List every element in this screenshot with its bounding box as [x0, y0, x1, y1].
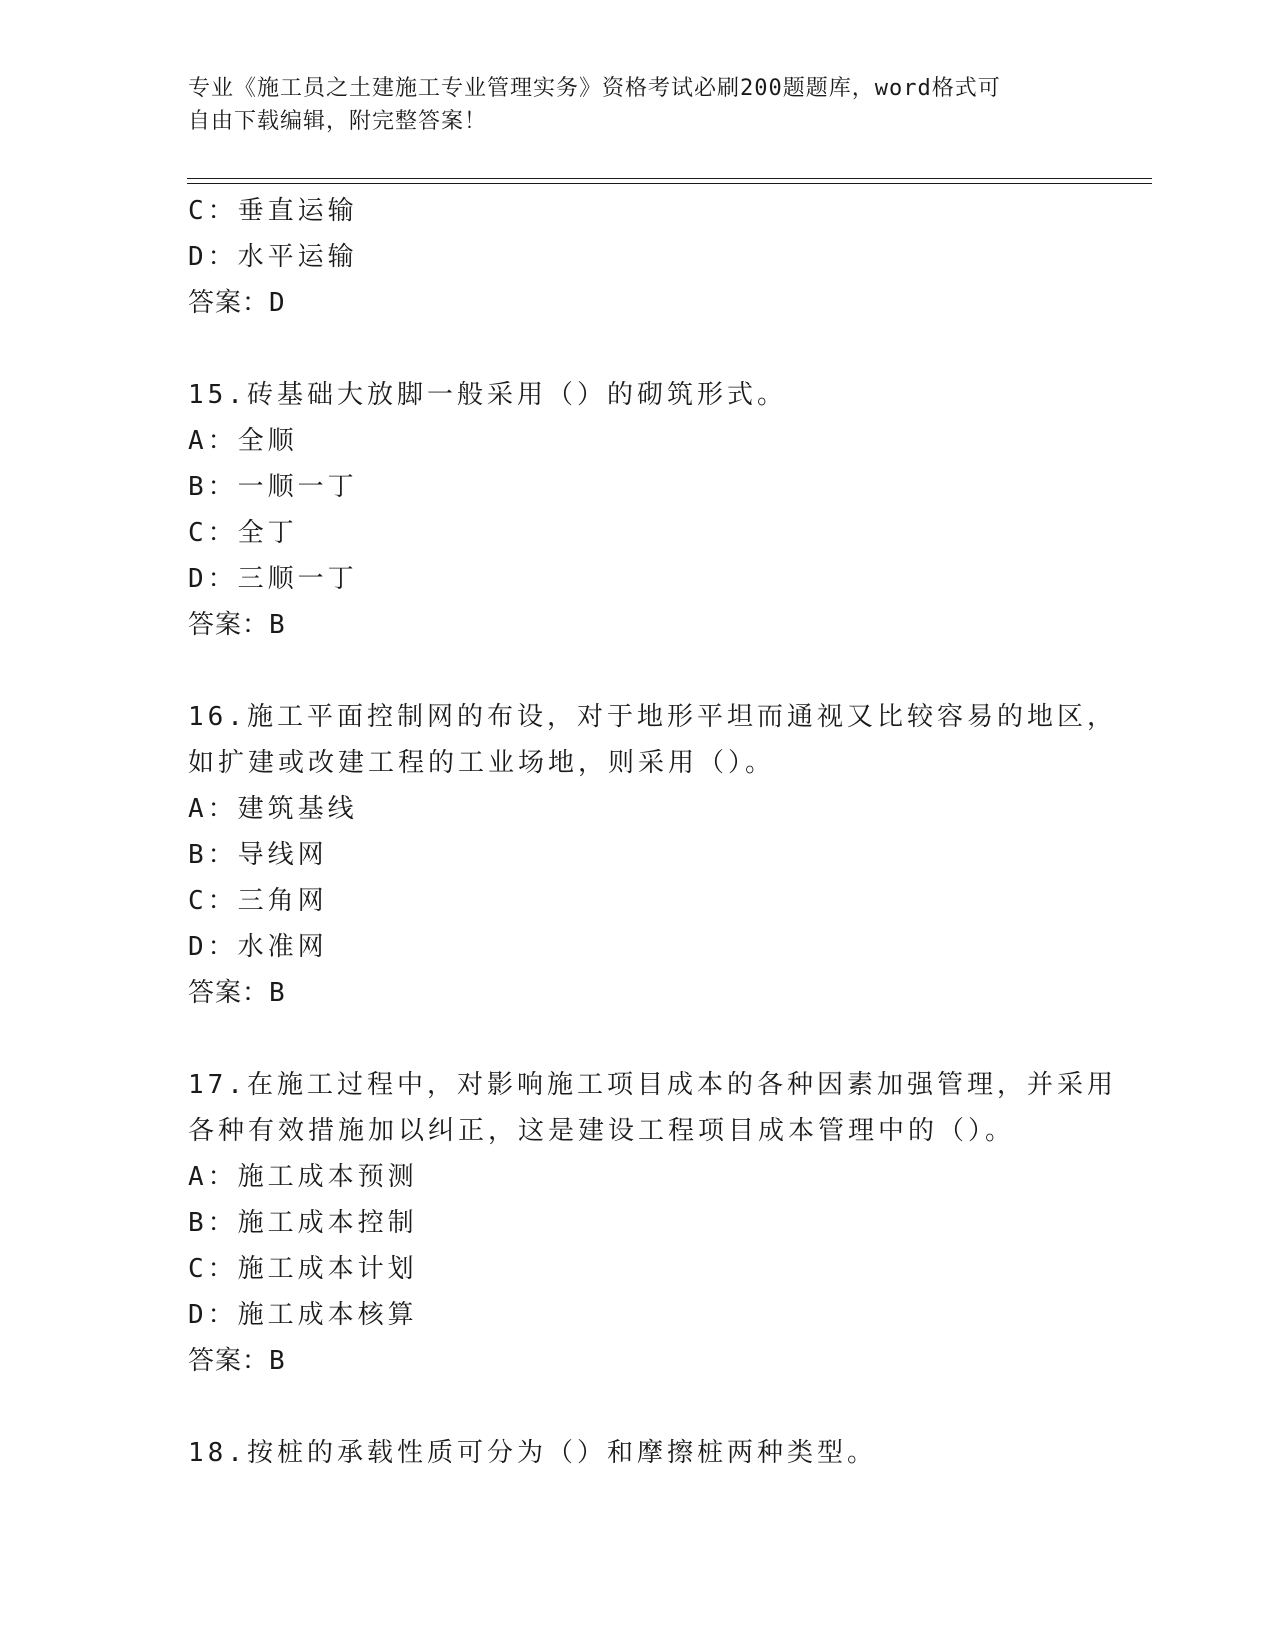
answer-line: 答案：D [188, 288, 286, 318]
option-d: D：三顺一丁 [188, 564, 358, 594]
question-stem-continued: 如扩建或改建工程的工业场地，则采用（）。 [188, 748, 776, 778]
header-divider-top [187, 178, 1152, 179]
question-stem: 18.按桩的承载性质可分为（）和摩擦桩两种类型。 [188, 1438, 877, 1468]
question-gap [188, 648, 1088, 694]
question-stem: 15.砖基础大放脚一般采用（）的砌筑形式。 [188, 380, 787, 410]
question-gap [188, 326, 1088, 372]
document-header [188, 72, 1088, 138]
question-stem: 17.在施工过程中，对影响施工项目成本的各种因素加强管理，并采用 [188, 1070, 1117, 1100]
option-d: D：水准网 [188, 932, 328, 962]
answer-line: 答案：B [188, 978, 286, 1008]
previous-question-tail [188, 188, 1088, 326]
question-gap [188, 1016, 1088, 1062]
option-c: C：施工成本计划 [188, 1254, 418, 1284]
option-b: B：导线网 [188, 840, 328, 870]
option-a: A：建筑基线 [188, 794, 358, 824]
answer-line: 答案：B [188, 1346, 286, 1376]
header-line-1: 专业《施工员之土建施工专业管理实务》资格考试必刷200题题库，word格式可 [188, 76, 1001, 101]
option-c: C：全丁 [188, 518, 298, 548]
question-16 [188, 694, 1117, 1016]
question-17 [188, 1062, 1117, 1384]
question-gap [188, 1384, 1088, 1430]
answer-line: 答案：B [188, 610, 286, 640]
option-a: A：施工成本预测 [188, 1162, 418, 1192]
option-d: D：施工成本核算 [188, 1300, 418, 1330]
header-line-2: 自由下载编辑，附完整答案！ [188, 109, 488, 134]
option-c: C：垂直运输 [188, 196, 358, 226]
option-a: A：全顺 [188, 426, 298, 456]
header-divider-bottom [187, 183, 1152, 184]
question-15 [188, 372, 1088, 648]
option-b: B：一顺一丁 [188, 472, 358, 502]
question-stem-continued: 各种有效措施加以纠正，这是建设工程项目成本管理中的（）。 [188, 1116, 1016, 1146]
option-c: C：三角网 [188, 886, 328, 916]
option-b: B：施工成本控制 [188, 1208, 418, 1238]
option-d: D：水平运输 [188, 242, 358, 272]
question-18 [188, 1430, 1088, 1476]
question-stem: 16.施工平面控制网的布设，对于地形平坦而通视又比较容易的地区， [188, 702, 1117, 732]
question-list [188, 188, 1117, 1476]
